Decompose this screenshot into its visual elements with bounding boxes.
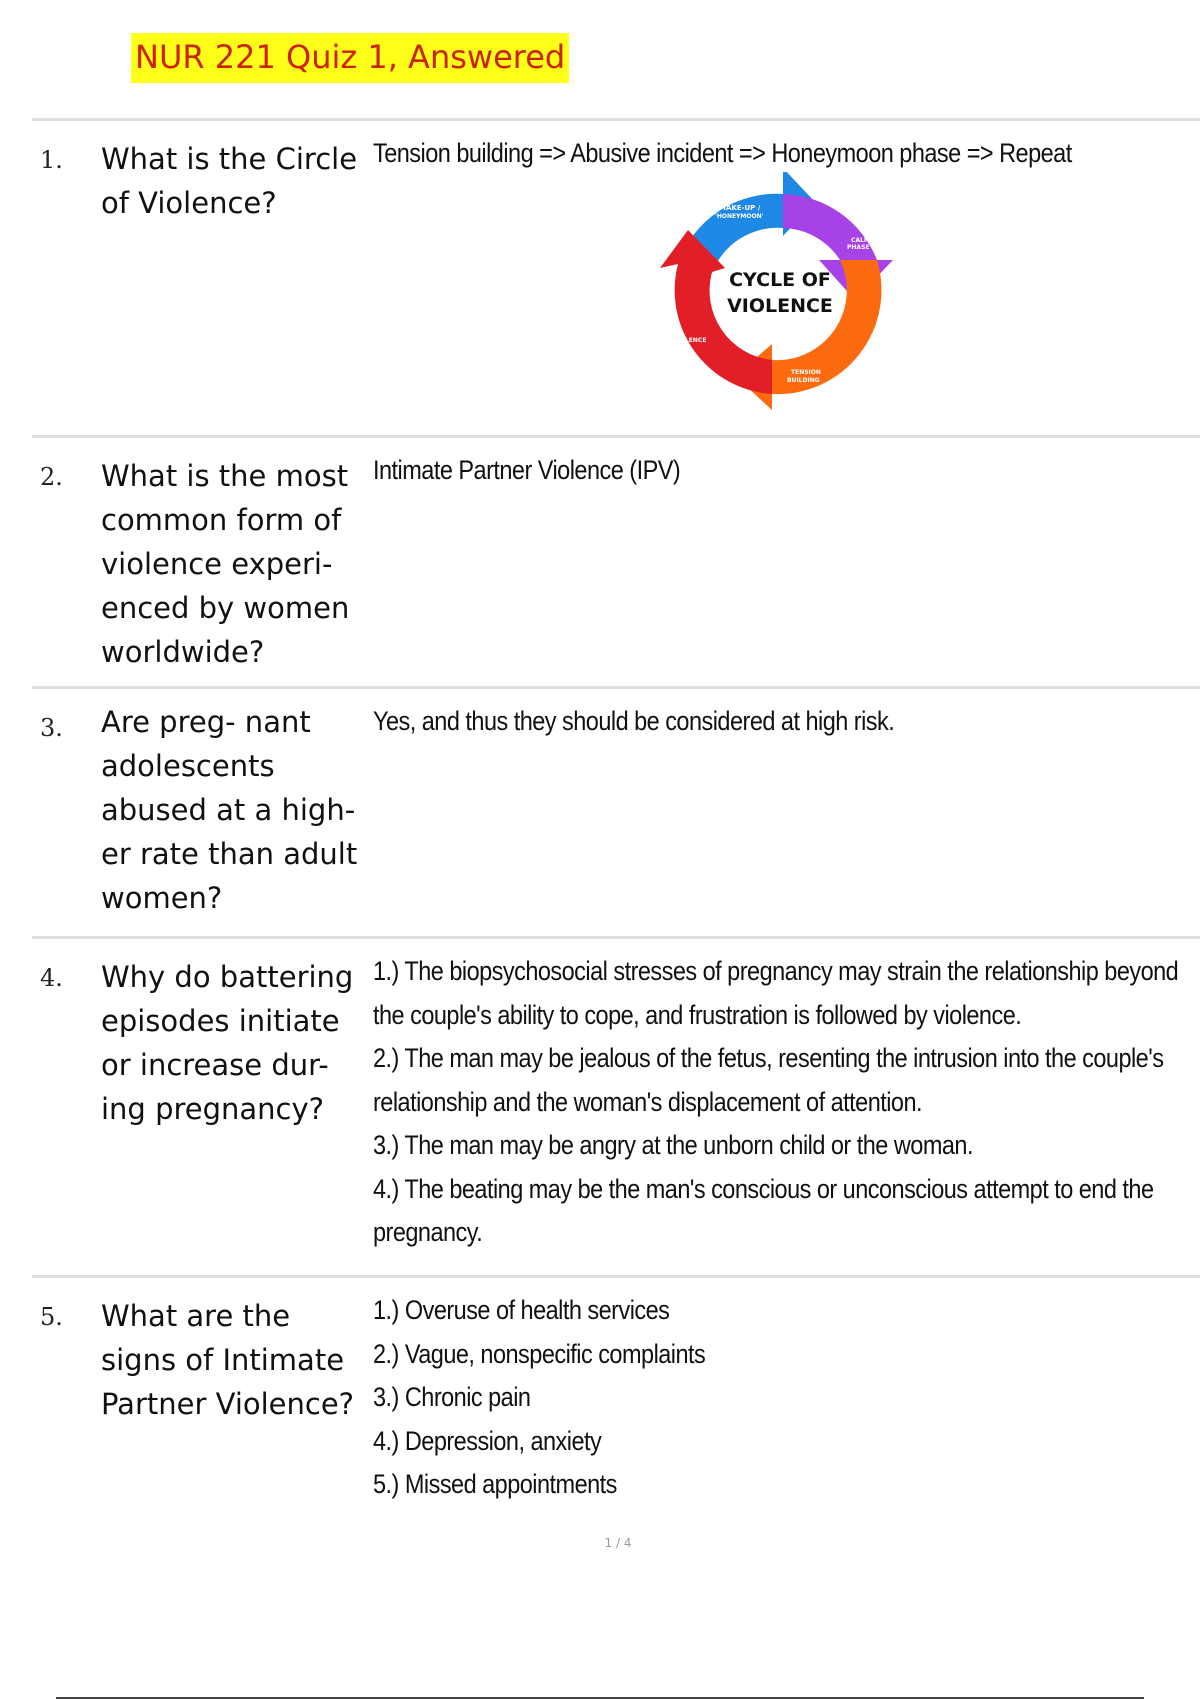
answer-line: 3.) The man may be angry at the unborn child or the woman. — [373, 1130, 973, 1160]
question-number: 5. — [40, 1303, 63, 1331]
answer-line: 1.) The biopsychosocial stresses of pregnancy may strain the relationship beyond — [373, 956, 1179, 986]
segment-label: MAKE-UP / — [719, 204, 761, 212]
question-number: 1. — [40, 146, 63, 174]
answer-list — [373, 1289, 755, 1507]
segment-label: VIOLENCE — [673, 337, 707, 344]
divider — [32, 435, 1200, 438]
answer-line: 5.) Missed appointments — [373, 1469, 617, 1499]
answer-line: 1.) Overuse of health services — [373, 1295, 670, 1325]
segment-label: 'HONEYMOON' — [715, 213, 764, 220]
answer-line: 4.) The beating may be the man's conscious or unconscious attempt to end the — [373, 1173, 1154, 1204]
question-text: What are the signs of Intimate Partner Violence? — [101, 1299, 355, 1421]
diagram-center-label: CYCLE OF — [729, 269, 831, 291]
answer-line: pregnancy. — [373, 1217, 483, 1247]
cycle-segments — [660, 172, 893, 410]
question-number: 3. — [40, 714, 63, 742]
segment-label: PHASE — [847, 244, 870, 251]
answer-line: the couple's ability to cope, and frustration is followed by violence. — [373, 999, 1022, 1030]
cycle-of-violence-diagram — [655, 172, 905, 412]
answer-text: Yes, and thus they should be considered at high risk. — [373, 706, 895, 736]
page-title: NUR 221 Quiz 1, Answered — [131, 33, 569, 83]
question-text: Are preg- nant adolescents abused at a high- er rate than adult women? — [101, 705, 358, 915]
page-bottom-border — [56, 1697, 1144, 1699]
segment-label: TENSION — [791, 369, 821, 376]
question-number: 2. — [40, 463, 63, 491]
answer-text: Tension building => Abusive incident => Honeymoon phase => Repeat — [373, 138, 1072, 168]
answer-line: 3.) Chronic pain — [373, 1382, 531, 1412]
diagram-center-label: VIOLENCE — [727, 295, 833, 317]
divider — [32, 936, 1200, 939]
question-text: What is the Circle of Violence? — [101, 142, 358, 220]
page-number: 1 / 4 — [604, 1536, 632, 1550]
divider — [32, 118, 1200, 121]
divider — [32, 1275, 1200, 1278]
segment-label: CALM — [851, 237, 870, 244]
segment-label: BUILDING — [787, 377, 820, 384]
question-text: What is the most common form of violence experi- enced by women worldwide? — [101, 459, 350, 669]
answer-line: relationship and the woman's displacement of attention. — [373, 1086, 923, 1117]
answer-line: 2.) The man may be jealous of the fetus, resenting the intrusion into the couple's — [373, 1043, 1164, 1073]
question-text: Why do battering episodes initiate or increase dur- ing pregnancy? — [101, 960, 354, 1126]
answer-line: 2.) Vague, nonspecific complaints — [373, 1338, 706, 1369]
question-number: 4. — [40, 964, 63, 992]
answer-text: Intimate Partner Violence (IPV) — [373, 455, 681, 485]
answer-list — [373, 950, 1200, 1255]
divider — [32, 686, 1200, 689]
answer-line: 4.) Depression, anxiety — [373, 1425, 602, 1456]
